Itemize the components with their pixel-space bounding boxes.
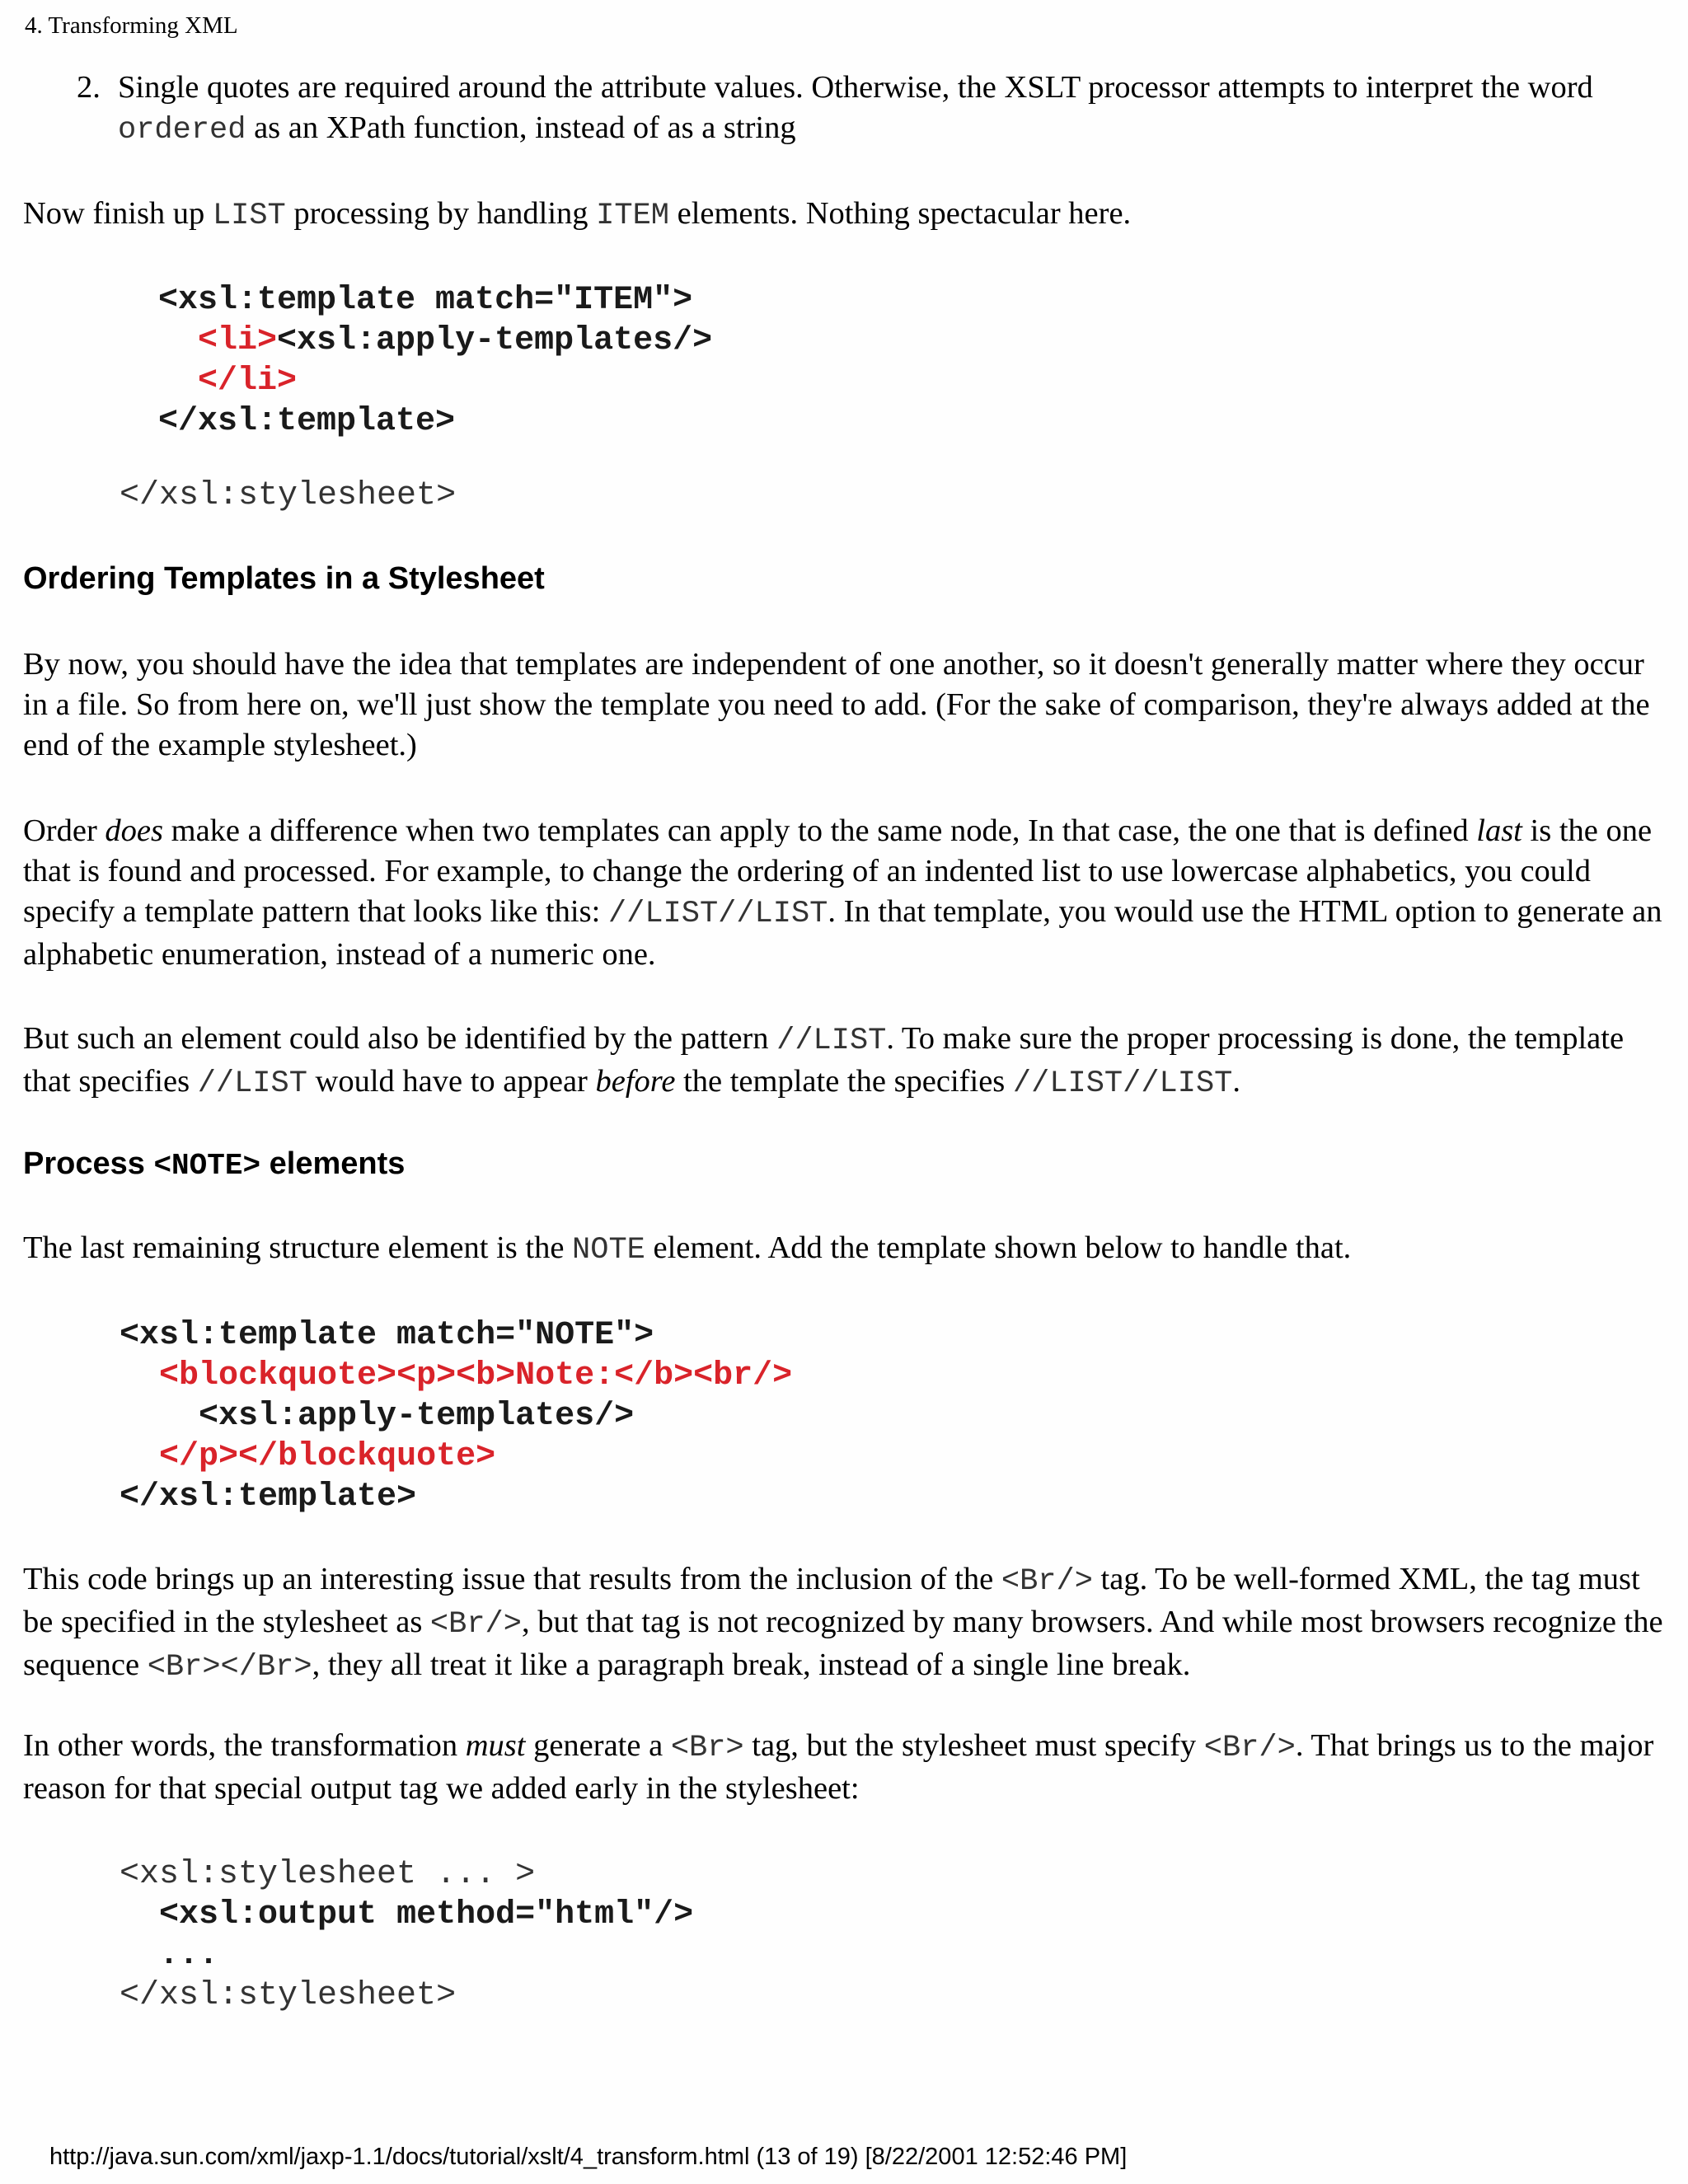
- section-heading-process-note: Process <NOTE> elements: [23, 1146, 406, 1183]
- page-header: 4. Transforming XML: [25, 12, 238, 39]
- paragraph-must-generate: In other words, the transformation must generate a <Br> tag, but the stylesheet must specify <Br/>. That brings us to the major reason for that special output tag we added early in the stylesheet:: [23, 1728, 1654, 1806]
- list-number: 2.: [77, 70, 101, 105]
- section-heading-ordering: Ordering Templates in a Stylesheet: [23, 561, 545, 596]
- paragraph-list-processing: Now finish up LIST processing by handling ITEM elements. Nothing spectacular here.: [23, 196, 1132, 233]
- code-block-item-template: <xsl:template match="ITEM"> <li><xsl:apply-templates/> </li> </xsl:template>: [158, 282, 713, 440]
- page-footer-url: http://java.sun.com/xml/jaxp-1.1/docs/tutorial/xslt/4_transform.html (13 of 19) [8/22/2001 12:52:46 PM]: [49, 2144, 1128, 2170]
- paragraph-note-element: The last remaining structure element is the NOTE element. Add the template shown below to handle that.: [23, 1230, 1352, 1268]
- paragraph-order-difference: Order does make a difference when two templates can apply to the same node, In that case, the one that is defined last is the one that is found and processed. For example, to change the ordering of an indented list to use lowercase alphabetics, you could specify a template pattern that looks like this: //LIST//LIST. In that template, you would use the HTML option to generate an alphabetic enumeration, instead of a numeric one.: [23, 813, 1662, 972]
- paragraph-br-issue: This code brings up an interesting issue that results from the inclusion of the <Br/> tag. To be well-formed XML, the tag must be specified in the stylesheet as <Br/>, but that tag is not recognized by many browsers. And while most browsers recognize the sequence <Br></Br>, they all treat it like a paragraph break, instead of a single line break.: [23, 1562, 1663, 1685]
- code-stylesheet-close: </xsl:stylesheet>: [120, 477, 457, 514]
- paragraph-templates-independent: By now, you should have the idea that templates are independent of one another, so it doesn't generally matter where they occur in a file. So from here on, we'll just show the template you need to add. (For the sake of comparison, they're always added at the end of the example stylesheet.): [23, 647, 1650, 762]
- list-item-text: Single quotes are required around the attribute values. Otherwise, the XSLT processor attempts to interpret the word ordered as an XPath function, instead of as a string: [118, 70, 1593, 148]
- paragraph-list-pattern: But such an element could also be identified by the pattern //LIST. To make sure the proper processing is done, the template that specifies //LIST would have to appear before the template the specifies //LIST//LIST.: [23, 1021, 1625, 1101]
- code-block-note-template: <xsl:template match="NOTE"> <blockquote><p><b>Note:</b><br/> <xsl:apply-templates/> </p></blockquote> </xsl:template>: [120, 1317, 793, 1516]
- code-block-output-method: <xsl:stylesheet ... > <xsl:output method="html"/> ... </xsl:stylesheet>: [120, 1856, 694, 2014]
- inline-code: ordered: [118, 113, 246, 148]
